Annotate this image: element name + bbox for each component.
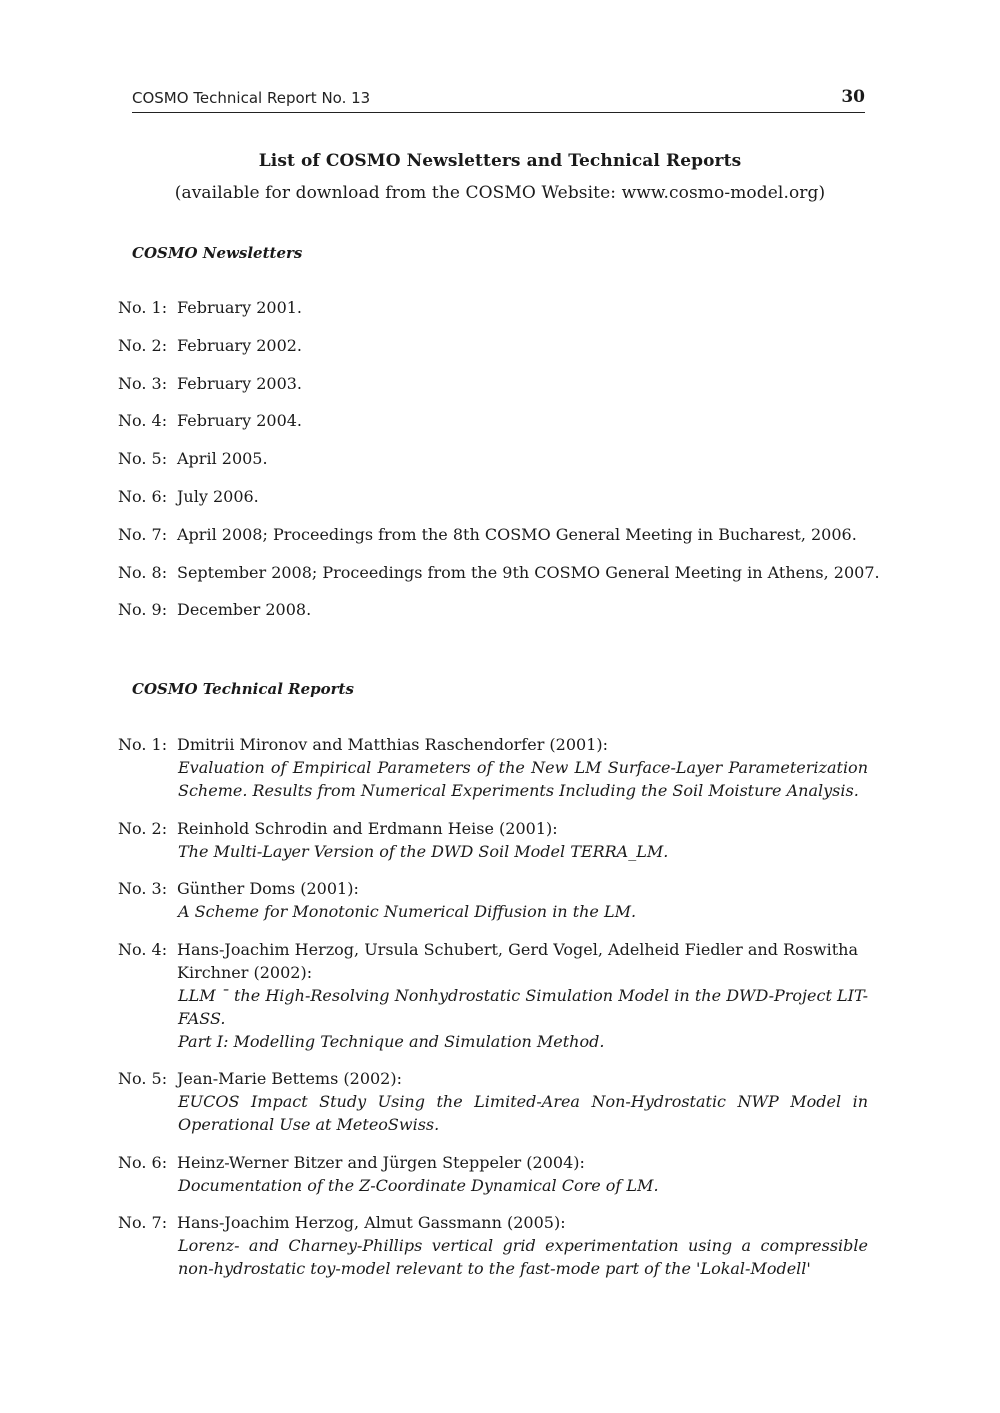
- report-authors: Günther Doms (2001):: [177, 879, 359, 898]
- report-authors: Jean-Marie Bettems (2002):: [177, 1069, 402, 1088]
- newsletter-item: [118, 296, 880, 334]
- newsletter-number: No. 8:: [118, 562, 168, 582]
- report-title: A Scheme for Monotonic Numerical Diffusion in the LM.: [178, 902, 637, 921]
- newsletter-item: [118, 409, 880, 447]
- header-report-title: COSMO Technical Report No. 13: [132, 89, 371, 107]
- report-body: [177, 817, 868, 863]
- technical-reports-heading: COSMO Technical Reports: [132, 680, 354, 698]
- technical-report-item: [118, 1211, 868, 1280]
- newsletter-number: No. 9:: [118, 600, 168, 620]
- newsletter-text: July 2006.: [177, 486, 259, 506]
- newsletter-text: February 2002.: [177, 335, 303, 355]
- newsletter-item: [118, 523, 880, 561]
- technical-report-item: [118, 877, 868, 923]
- report-body: [177, 1211, 868, 1280]
- newsletter-number: No. 3:: [118, 373, 168, 393]
- newsletter-number: No. 4:: [118, 411, 168, 431]
- newsletter-number: No. 6:: [118, 486, 168, 506]
- technical-report-item: [118, 733, 868, 802]
- newsletter-text: February 2004.: [177, 411, 303, 431]
- report-authors: Dmitrii Mironov and Matthias Raschendorfer (2001):: [177, 735, 609, 754]
- technical-reports-list: [118, 733, 868, 1295]
- newsletters-heading: COSMO Newsletters: [132, 244, 303, 262]
- page-number: 30: [841, 87, 865, 107]
- report-number: No. 6:: [118, 1152, 168, 1172]
- report-body: [177, 1151, 868, 1197]
- newsletter-item: [118, 598, 880, 636]
- page-subtitle: (available for download from the COSMO Website: www.cosmo-model.org): [174, 183, 826, 203]
- report-number: No. 1:: [118, 735, 168, 754]
- page-header: [132, 88, 865, 113]
- newsletter-item: [118, 561, 880, 599]
- report-authors: Reinhold Schrodin and Erdmann Heise (2001):: [177, 818, 558, 838]
- report-body: [177, 938, 868, 1053]
- report-authors: Heinz-Werner Bitzer and Jürgen Steppeler (2004):: [177, 1152, 585, 1172]
- technical-report-item: [118, 817, 868, 863]
- report-authors: Hans-Joachim Herzog, Almut Gassmann (2005):: [177, 1213, 566, 1232]
- newsletter-item: [118, 447, 880, 485]
- report-title: The Multi-Layer Version of the DWD Soil Model TERRA_LM.: [178, 841, 669, 861]
- newsletter-number: No. 7:: [118, 524, 168, 544]
- report-authors: Hans-Joachim Herzog, Ursula Schubert, Gerd Vogel, Adelheid Fiedler and Roswitha Kirchner (2002):: [177, 939, 859, 982]
- page-title: List of COSMO Newsletters and Technical Reports: [258, 151, 742, 171]
- newsletter-number: No. 2:: [118, 335, 168, 355]
- newsletter-number: No. 1:: [118, 298, 168, 317]
- report-body: [177, 877, 868, 923]
- report-title: Lorenz- and Charney-Phillips vertical grid experimentation using a compressible non-hydrostatic toy-model relevant to the fast-mode part of the 'Lokal-Modell': [178, 1236, 868, 1278]
- report-number: No. 5:: [118, 1069, 168, 1088]
- newsletter-text: April 2005.: [177, 449, 268, 469]
- report-body: [177, 1067, 868, 1136]
- newsletter-item: [118, 485, 880, 523]
- newsletter-text: December 2008.: [177, 600, 312, 620]
- report-number: No. 4:: [118, 939, 168, 959]
- newsletter-text: February 2001.: [177, 298, 303, 317]
- newsletter-text: April 2008; Proceedings from the 8th COSMO General Meeting in Bucharest, 2006.: [177, 524, 857, 544]
- report-title: EUCOS Impact Study Using the Limited-Area Non-Hydrostatic NWP Model in Operational Use at MeteoSwiss.: [178, 1092, 868, 1134]
- report-subtitle: Part I: Modelling Technique and Simulation Method.: [178, 1031, 605, 1051]
- technical-report-item: [118, 1151, 868, 1197]
- report-title: Evaluation of Empirical Parameters of the New LM Surface-Layer Parameterization Scheme. Results from Numerical Experiments Including the Soil Moisture Analysis.: [178, 758, 868, 800]
- newsletters-list: [118, 296, 880, 636]
- technical-report-item: [118, 938, 868, 1053]
- newsletter-text: February 2003.: [177, 373, 303, 393]
- report-title: LLM ¯ the High-Resolving Nonhydrostatic Simulation Model in the DWD-Project LIT-FASS.: [178, 985, 868, 1028]
- report-number: No. 2:: [118, 818, 168, 838]
- technical-report-item: [118, 1067, 868, 1136]
- newsletter-number: No. 5:: [118, 449, 168, 469]
- newsletter-text: September 2008; Proceedings from the 9th COSMO General Meeting in Athens, 2007.: [177, 562, 880, 582]
- report-number: No. 7:: [118, 1213, 168, 1232]
- newsletter-item: [118, 372, 880, 410]
- report-number: No. 3:: [118, 879, 168, 898]
- report-title: Documentation of the Z-Coordinate Dynamical Core of LM.: [178, 1175, 659, 1195]
- newsletter-item: [118, 334, 880, 372]
- report-body: [177, 733, 868, 802]
